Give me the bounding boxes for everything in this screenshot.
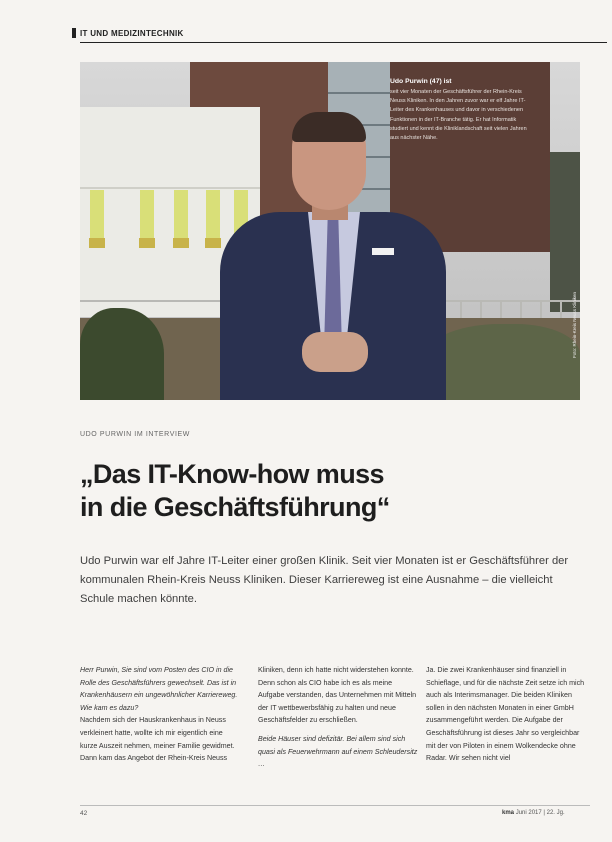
photo-tree: [550, 152, 580, 312]
page-number: 42: [80, 810, 88, 817]
caption-text: seit vier Monaten der Geschäftsführer der Rhein-Kreis Neuss Kliniken. In den Jahren zuvor war er elf Jahre IT-Leiter des Krankenhauses und davor in verschiedenen Funktionen in der IT-Branche tätig. Er hat Informatik studiert und kennt die Kliniklandschaft seit vielen Jahren aus nächster Nähe.: [390, 89, 527, 142]
portrait-photo: [80, 62, 580, 400]
photo-awning: [89, 238, 105, 248]
article-lead: Udo Purwin war elf Jahre IT-Leiter einer großen Klinik. Seit vier Monaten ist er Geschäftsführer der kommunalen Rhein-Kreis Neuss Kliniken. Dieser Karriereweg ist eine Ausnahme – die vielleicht Schule machen könnte.: [80, 555, 569, 605]
issue-info: Juni 2017 | 22. Jg.: [515, 810, 565, 816]
portrait-hands: [302, 332, 368, 372]
headline-line-1: „Das IT-Know-how muss: [80, 459, 384, 489]
article-kicker: UDO PURWIN IM INTERVIEW: [80, 431, 190, 438]
headline-line-2: in die Geschäftsführung“: [80, 492, 390, 522]
body-column-2: [258, 664, 418, 771]
caption-title: Udo Purwin (47) ist: [390, 78, 452, 85]
magazine-name: kma: [502, 810, 515, 816]
photo-caption: [390, 78, 550, 262]
section-rule: [80, 42, 607, 43]
body-column-3: [426, 664, 586, 765]
photo-window: [174, 190, 188, 238]
photo-shrub: [80, 308, 164, 400]
portrait-hair: [292, 112, 366, 142]
interview-question: Herr Purwin, Sie sind vom Posten des CIO in die Rolle des Geschäftsführers gewechselt. Das ist in Krankenhäusern ein ungewöhnlicher Karriereweg. Wie kam es dazu?: [80, 666, 238, 712]
photo-window: [206, 190, 220, 238]
photo-awning: [205, 238, 221, 248]
interview-answer: Nachdem sich der Hauskrankenhaus in Neuss verkleinert hatte, wollte ich mir eigentlich eine kurze Auszeit nehmen, meiner Familie gewidmet. Dann kam das Angebot der Rhein-Kreis Neuss: [80, 716, 235, 763]
body-column-1: [80, 664, 240, 765]
section-marker: [72, 28, 76, 38]
photo-window: [140, 190, 154, 238]
interview-question: Beide Häuser sind defizitär. Bei allem sind sich quasi als Feuerwehrmann auf einem Schleudersitz …: [258, 734, 418, 769]
interview-answer: Kliniken, denn ich hatte nicht widerstehen konnte. Denn schon als CIO habe ich es als meine Aufgabe verstanden, das Unternehmen mit Mitteln der IT wettbewerbsfähig zu halten und neue Geschäftsfelder zu erschließen.: [258, 666, 417, 725]
photo-window: [90, 190, 104, 238]
photo-awning: [139, 238, 155, 248]
footer-rule: [80, 805, 590, 806]
interview-answer: Ja. Die zwei Krankenhäuser sind finanziell in Schieflage, und für die nächste Zeit setze ich mich auch als Interimsmanager. Die beiden Kliniken sollen in den nächsten Monaten in einer GmbH zusammengeführt werden. Die Aufgabe der Geschäftsführung ist dieses Jahr so vergleichbar mit der von Piloten in einem Wolkendecke ohne Radar. Wir sehen nicht viel: [426, 666, 585, 763]
section-tag: IT UND MEDIZINTECHNIK: [80, 29, 184, 38]
footer-issue: [502, 810, 565, 816]
photo-credit: Foto: Rhein-Kreis Neuss Kliniken: [572, 292, 577, 359]
photo-awning: [173, 238, 189, 248]
article-headline: [80, 458, 580, 524]
